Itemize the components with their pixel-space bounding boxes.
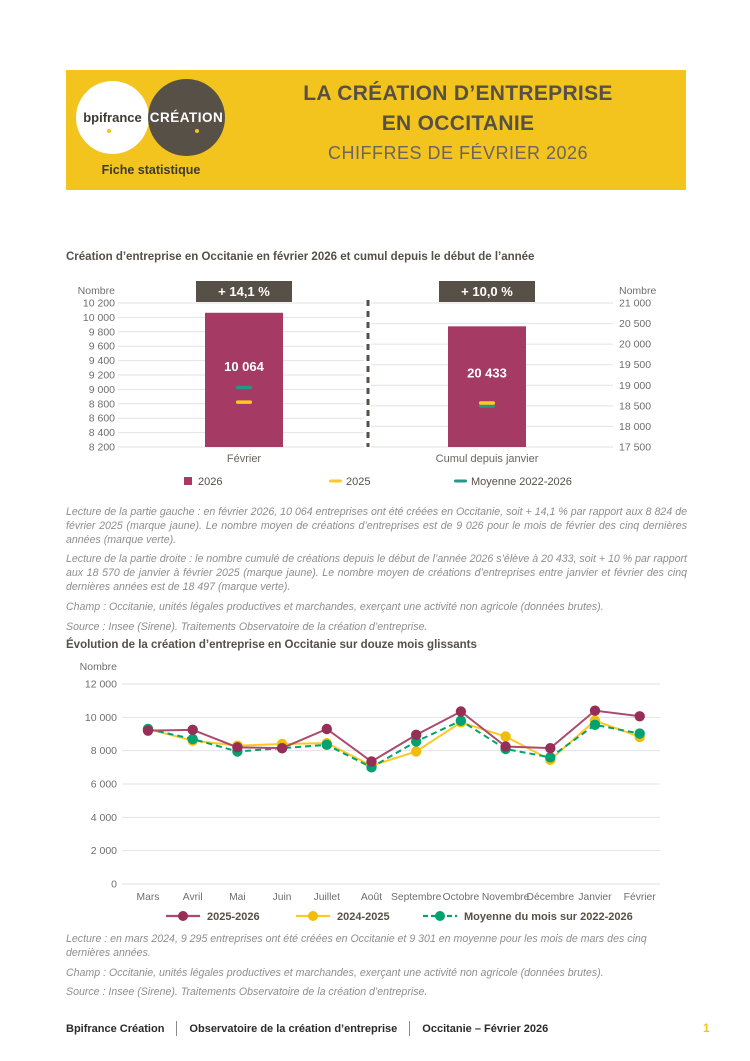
category-label: Cumul depuis janvier <box>435 453 539 465</box>
note-lecture-2: Lecture : en mars 2024, 9 295 entreprises ont été créées en Occitanie et 9 301 en moyenne pour les mois de mars des cinq dernières années. <box>66 933 647 959</box>
data-point-marker <box>188 725 198 735</box>
data-point-marker <box>322 724 332 734</box>
data-point-marker <box>500 741 510 751</box>
footer-divider <box>409 1021 410 1036</box>
x-axis-month-label: Mars <box>136 892 160 903</box>
y-axis-tick: 18 000 <box>619 420 652 433</box>
moyenne-marker <box>236 386 252 390</box>
y-axis-tick: 9 800 <box>88 326 115 339</box>
data-point-marker <box>411 746 421 756</box>
y-axis-tick: 6 000 <box>90 778 117 791</box>
series-line <box>148 721 640 766</box>
page-number: 1 <box>703 1021 710 1035</box>
category-label: Février <box>226 453 262 465</box>
page-title-line2: EN OCCITANIE <box>381 112 535 135</box>
section2-title: Évolution de la création d’entreprise en Occitanie sur douze mois glissants <box>66 639 477 651</box>
banner-title-block <box>236 79 680 168</box>
bar-panel-0 <box>78 281 364 465</box>
y-axis-tick: 8 600 <box>88 412 115 425</box>
legend-swatch-dash <box>454 480 467 483</box>
x-axis-month-label: Avril <box>182 892 203 903</box>
footer-observatoire: Observatoire de la création d’entreprise <box>189 1022 398 1035</box>
x-axis-month-label: Mai <box>229 892 246 903</box>
data-point-marker <box>635 728 645 738</box>
bpifrance-logo <box>76 81 149 154</box>
bpifrance-logo-dot-icon <box>107 129 111 133</box>
note-champ-2: Champ : Occitanie, unités légales productives et marchandes, exerçant une activité non agricole (données brutes). <box>66 966 604 979</box>
moyenne-marker <box>479 404 495 408</box>
data-point-marker <box>143 725 153 735</box>
y-axis-tick: 9 600 <box>88 340 115 353</box>
y-axis-tick: 4 000 <box>90 811 117 824</box>
y-axis-tick: 8 800 <box>88 398 115 411</box>
x-axis-month-label: Octobre <box>442 892 480 903</box>
y-axis-tick: 10 000 <box>84 711 117 724</box>
bar-Cumul depuis janvier <box>448 326 526 447</box>
y-axis-tick: 20 500 <box>619 318 652 331</box>
note-champ-1: Champ : Occitanie, unités légales productives et marchandes, exerçant une activité non agricole (données brutes). <box>66 600 604 613</box>
data-point-marker <box>456 706 466 716</box>
line-legend-item <box>166 911 260 923</box>
legend-label: 2025 <box>346 476 371 488</box>
legend-marker <box>435 911 445 921</box>
legend-swatch-square <box>184 477 192 485</box>
y-axis-tick: 9 200 <box>88 369 115 382</box>
axis-label-nombre: Nombre <box>79 661 117 673</box>
data-point-marker <box>500 731 510 741</box>
bar-chart <box>66 280 686 498</box>
bar-legend-item <box>184 476 222 488</box>
note-source-2: Source : Insee (Sirene). Traitements Observatoire de la création d’entreprise. <box>66 986 428 999</box>
x-axis-month-label: Août <box>360 892 383 903</box>
x-axis-month-label: Janvier <box>578 892 612 903</box>
x-axis-month-label: Février <box>623 892 656 903</box>
y-axis-tick: 18 500 <box>619 400 652 413</box>
bar-legend-item <box>454 476 572 488</box>
y-axis-tick: 21 000 <box>619 297 652 310</box>
evolution-badge-label: + 10,0 % <box>461 284 513 299</box>
x-axis-month-label: Novembre <box>481 892 530 903</box>
creation-logo <box>148 79 225 156</box>
legend-label: Moyenne du mois sur 2022-2026 <box>464 911 633 923</box>
y-axis-tick: 12 000 <box>84 678 117 691</box>
creation-logo-dot-icon <box>195 129 199 133</box>
x-axis-month-label: Juillet <box>313 892 340 903</box>
legend-marker <box>308 911 318 921</box>
marker-2025 <box>479 401 495 405</box>
page-subtitle: CHIFFRES DE FÉVRIER 2026 <box>327 143 589 163</box>
data-point-marker <box>545 743 555 753</box>
data-point-marker <box>322 740 332 750</box>
section2-notes <box>66 933 687 1006</box>
data-point-marker <box>635 711 645 721</box>
bpifrance-logo-text: bpifrance <box>83 110 142 125</box>
page-title-line1: LA CRÉATION D’ENTREPRISE <box>303 82 613 105</box>
data-point-marker <box>232 742 242 752</box>
series-2025-2026 <box>143 705 645 766</box>
data-point-marker <box>590 705 600 715</box>
y-axis-tick: 10 000 <box>82 311 115 324</box>
axis-label-nombre: Nombre <box>619 285 657 297</box>
y-axis-tick: 9 400 <box>88 355 115 368</box>
y-axis-tick: 19 500 <box>619 359 652 372</box>
y-axis-tick: 8 400 <box>88 427 115 440</box>
x-axis-month-label: Juin <box>272 892 292 903</box>
y-axis-tick: 10 200 <box>82 297 115 310</box>
legend-label: 2025-2026 <box>207 911 260 923</box>
data-point-marker <box>277 743 287 753</box>
bar-legend-item <box>329 476 370 488</box>
line-legend-item <box>296 911 390 923</box>
y-axis-tick: 17 500 <box>619 441 652 454</box>
x-axis-month-label: Septembre <box>391 892 442 903</box>
legend-label: 2024-2025 <box>337 911 390 923</box>
y-axis-tick: 9 000 <box>88 383 115 396</box>
creation-logo-text: CRÉATION <box>149 110 224 125</box>
y-axis-tick: 20 000 <box>619 338 652 351</box>
x-axis-month-label: Décembre <box>526 892 575 903</box>
line-legend-item <box>423 911 633 923</box>
y-axis-tick: 19 000 <box>619 379 652 392</box>
legend-marker <box>178 911 188 921</box>
marker-2025 <box>236 400 252 404</box>
note-lecture-droite: Lecture de la partie droite : le nombre cumulé de créations depuis le début de l’année 2026 s’élève à 20 433, soit + 10 % par rapport aux 18 570 de janvier à février 2025 (marque jaune). Le nombre moyen de créations d’entreprises entre janvier et février des cinq dernières années est de 18 497 (marque verte). <box>66 553 687 593</box>
y-axis-tick: 8 200 <box>88 441 115 454</box>
legend-label: 2026 <box>198 476 223 488</box>
axis-label-nombre: Nombre <box>77 285 115 297</box>
y-axis-tick: 8 000 <box>90 745 117 758</box>
line-chart <box>66 660 686 928</box>
bar-panel-1 <box>371 281 657 465</box>
series-line <box>148 711 640 762</box>
footer-brand: Bpifrance Création <box>66 1022 165 1035</box>
data-point-marker <box>545 752 555 762</box>
data-point-marker <box>590 720 600 730</box>
section1-notes <box>66 506 687 640</box>
bar-Février <box>205 313 283 447</box>
y-axis-tick: 0 <box>111 878 117 891</box>
note-source-1: Source : Insee (Sirene). Traitements Observatoire de la création d’entreprise. <box>66 620 428 633</box>
section1-title: Création d’entreprise en Occitanie en février 2026 et cumul depuis le début de l’année <box>66 251 535 263</box>
bar-value-label: 10 064 <box>224 358 264 374</box>
data-point-marker <box>366 756 376 766</box>
footer-divider <box>176 1021 177 1036</box>
data-point-marker <box>411 730 421 740</box>
footer-region-date: Occitanie – Février 2026 <box>422 1022 549 1035</box>
legend-swatch-dash <box>329 480 342 483</box>
fiche-statistique-label: Fiche statistique <box>101 163 201 177</box>
data-point-marker <box>188 734 198 744</box>
data-point-marker <box>456 715 466 725</box>
note-lecture-gauche: Lecture de la partie gauche : en février 2026, 10 064 entreprises ont été créées en Occitanie, soit + 14,1 % par rapport aux 8 824 de février 2025 (marque jaune). Le nombre moyen de créations d’entreprises est de 9 026 pour le mois de février des cinq dernières années (marque verte). <box>66 506 687 546</box>
legend-label: Moyenne 2022-2026 <box>471 476 572 488</box>
y-axis-tick: 2 000 <box>90 845 117 858</box>
evolution-badge-label: + 14,1 % <box>218 284 270 299</box>
header-banner <box>66 70 686 190</box>
bar-value-label: 20 433 <box>467 365 507 381</box>
footer <box>66 1021 686 1036</box>
